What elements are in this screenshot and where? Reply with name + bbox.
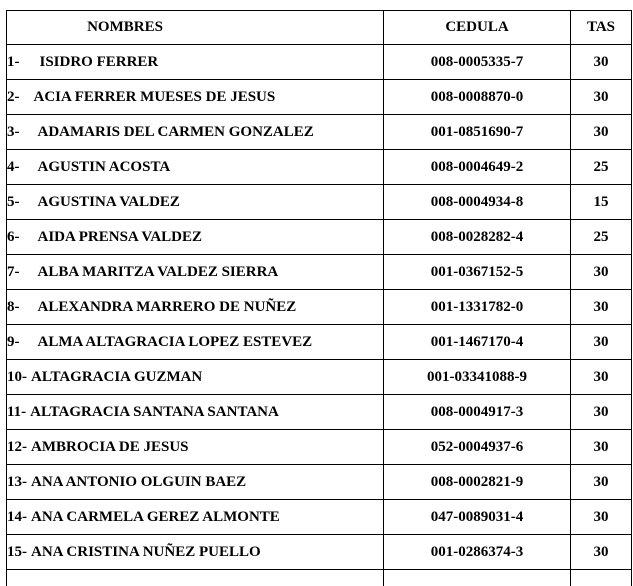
cell-tas: 15 xyxy=(571,185,632,220)
cell-nombre xyxy=(7,325,384,360)
row-name: AMBROCIA DE JESUS xyxy=(31,439,189,456)
row-name: ACIA FERRER MUESES DE JESUS xyxy=(34,89,276,106)
row-name: ALMA ALTAGRACIA LOPEZ ESTEVEZ xyxy=(38,334,313,351)
table-row xyxy=(7,150,632,185)
cell-nombre xyxy=(7,290,384,325)
row-number: 8- xyxy=(7,299,20,316)
cell-tas: 30 xyxy=(571,360,632,395)
cell-tas: 30 xyxy=(571,45,632,80)
cell-tas: 30 xyxy=(571,290,632,325)
cell-nombre xyxy=(7,45,384,80)
cell-nombre xyxy=(7,185,384,220)
row-name: AGUSTIN ACOSTA xyxy=(38,159,171,176)
cell-cedula: 001-1467170-4 xyxy=(384,325,571,360)
table-row xyxy=(7,535,632,570)
cell-cedula: 008-0004917-3 xyxy=(384,395,571,430)
cell-cedula: 008-0004934-8 xyxy=(384,185,571,220)
row-number: 3- xyxy=(7,124,20,141)
cell-cedula: 047-0089031-4 xyxy=(384,500,571,535)
header-row xyxy=(7,11,632,45)
cell-nombre xyxy=(7,500,384,535)
row-number: 1- xyxy=(7,54,20,71)
row-number: 13- xyxy=(7,474,27,491)
cell-cedula: 001-0367152-5 xyxy=(384,255,571,290)
cell-cedula: 008-0002821-9 xyxy=(384,465,571,500)
row-number: 6- xyxy=(7,229,20,246)
table-row xyxy=(7,45,632,80)
row-name: ALEXANDRA MARRERO DE NUÑEZ xyxy=(38,299,297,316)
row-name: AIDA PRENSA VALDEZ xyxy=(38,229,203,246)
row-number: 7- xyxy=(7,264,20,281)
table-header xyxy=(7,11,632,45)
row-name: ANA CRISTINA NUÑEZ PUELLO xyxy=(31,544,261,561)
header-cedula: CEDULA xyxy=(384,11,571,45)
row-number: 5- xyxy=(7,194,20,211)
table-row xyxy=(7,325,632,360)
cell-cedula: 001-1331782-0 xyxy=(384,290,571,325)
cell-nombre xyxy=(7,115,384,150)
cell-nombre xyxy=(7,465,384,500)
cell-tas: 30 xyxy=(571,535,632,570)
row-number: 9- xyxy=(7,334,20,351)
row-name: ANA CARMELA GEREZ ALMONTE xyxy=(31,509,280,526)
cell-tas: 25 xyxy=(571,220,632,255)
table-row xyxy=(7,185,632,220)
cell-tas: 30 xyxy=(571,430,632,465)
cell-tas: 30 xyxy=(571,500,632,535)
table-row xyxy=(7,430,632,465)
cell-nombre xyxy=(7,430,384,465)
cell-nombre xyxy=(7,80,384,115)
table-body xyxy=(7,45,632,586)
row-name: AGUSTINA VALDEZ xyxy=(38,194,180,211)
header-nombres: NOMBRES xyxy=(7,11,384,45)
table-row xyxy=(7,290,632,325)
cell-nombre xyxy=(7,255,384,290)
cell-cedula: 008-0008870-0 xyxy=(384,80,571,115)
row-number: 14- xyxy=(7,509,27,526)
row-number: 12- xyxy=(7,439,27,456)
row-number: 2- xyxy=(7,89,20,106)
cell-tas: 30 xyxy=(571,395,632,430)
table-row xyxy=(7,115,632,150)
table-row xyxy=(7,80,632,115)
cell-cedula: 008-0005335-7 xyxy=(384,45,571,80)
row-number: 11- xyxy=(7,404,26,421)
row-number: 10- xyxy=(7,369,27,386)
row-name: ALTAGRACIA GUZMAN xyxy=(31,369,202,386)
cell-tas: 30 xyxy=(571,80,632,115)
cell-tas: 25 xyxy=(571,150,632,185)
table-row xyxy=(7,500,632,535)
cell-nombre xyxy=(7,360,384,395)
table-row xyxy=(7,220,632,255)
cell-cedula: 001-03341088-9 xyxy=(384,360,571,395)
cell-cedula: 008-0028282-4 xyxy=(384,220,571,255)
cell-cedula: 001-0286374-3 xyxy=(384,535,571,570)
cell-tas: 30 xyxy=(571,465,632,500)
table-row xyxy=(7,395,632,430)
row-name: ALTAGRACIA SANTANA SANTANA xyxy=(30,404,279,421)
row-number: 4- xyxy=(7,159,20,176)
cell-cedula: 052-0004937-6 xyxy=(384,430,571,465)
table-row xyxy=(7,360,632,395)
cell-cedula: 001-0851690-7 xyxy=(384,115,571,150)
header-tas: TAS xyxy=(571,11,632,45)
table-row xyxy=(7,465,632,500)
cell-tas: 30 xyxy=(571,115,632,150)
cell-nombre xyxy=(7,150,384,185)
row-number: 15- xyxy=(7,544,27,561)
row-name: ALBA MARITZA VALDEZ SIERRA xyxy=(38,264,279,281)
cell-nombre xyxy=(7,535,384,570)
cell-tas: 30 xyxy=(571,255,632,290)
row-name: ADAMARIS DEL CARMEN GONZALEZ xyxy=(38,124,314,141)
cell-tas: 30 xyxy=(571,325,632,360)
row-name: ANA ANTONIO OLGUIN BAEZ xyxy=(31,474,246,491)
cell-nombre xyxy=(7,220,384,255)
roster-table xyxy=(6,10,632,586)
row-name: ISIDRO FERRER xyxy=(40,54,159,71)
cell-nombre xyxy=(7,395,384,430)
table-row xyxy=(7,255,632,290)
cell-cedula: 008-0004649-2 xyxy=(384,150,571,185)
